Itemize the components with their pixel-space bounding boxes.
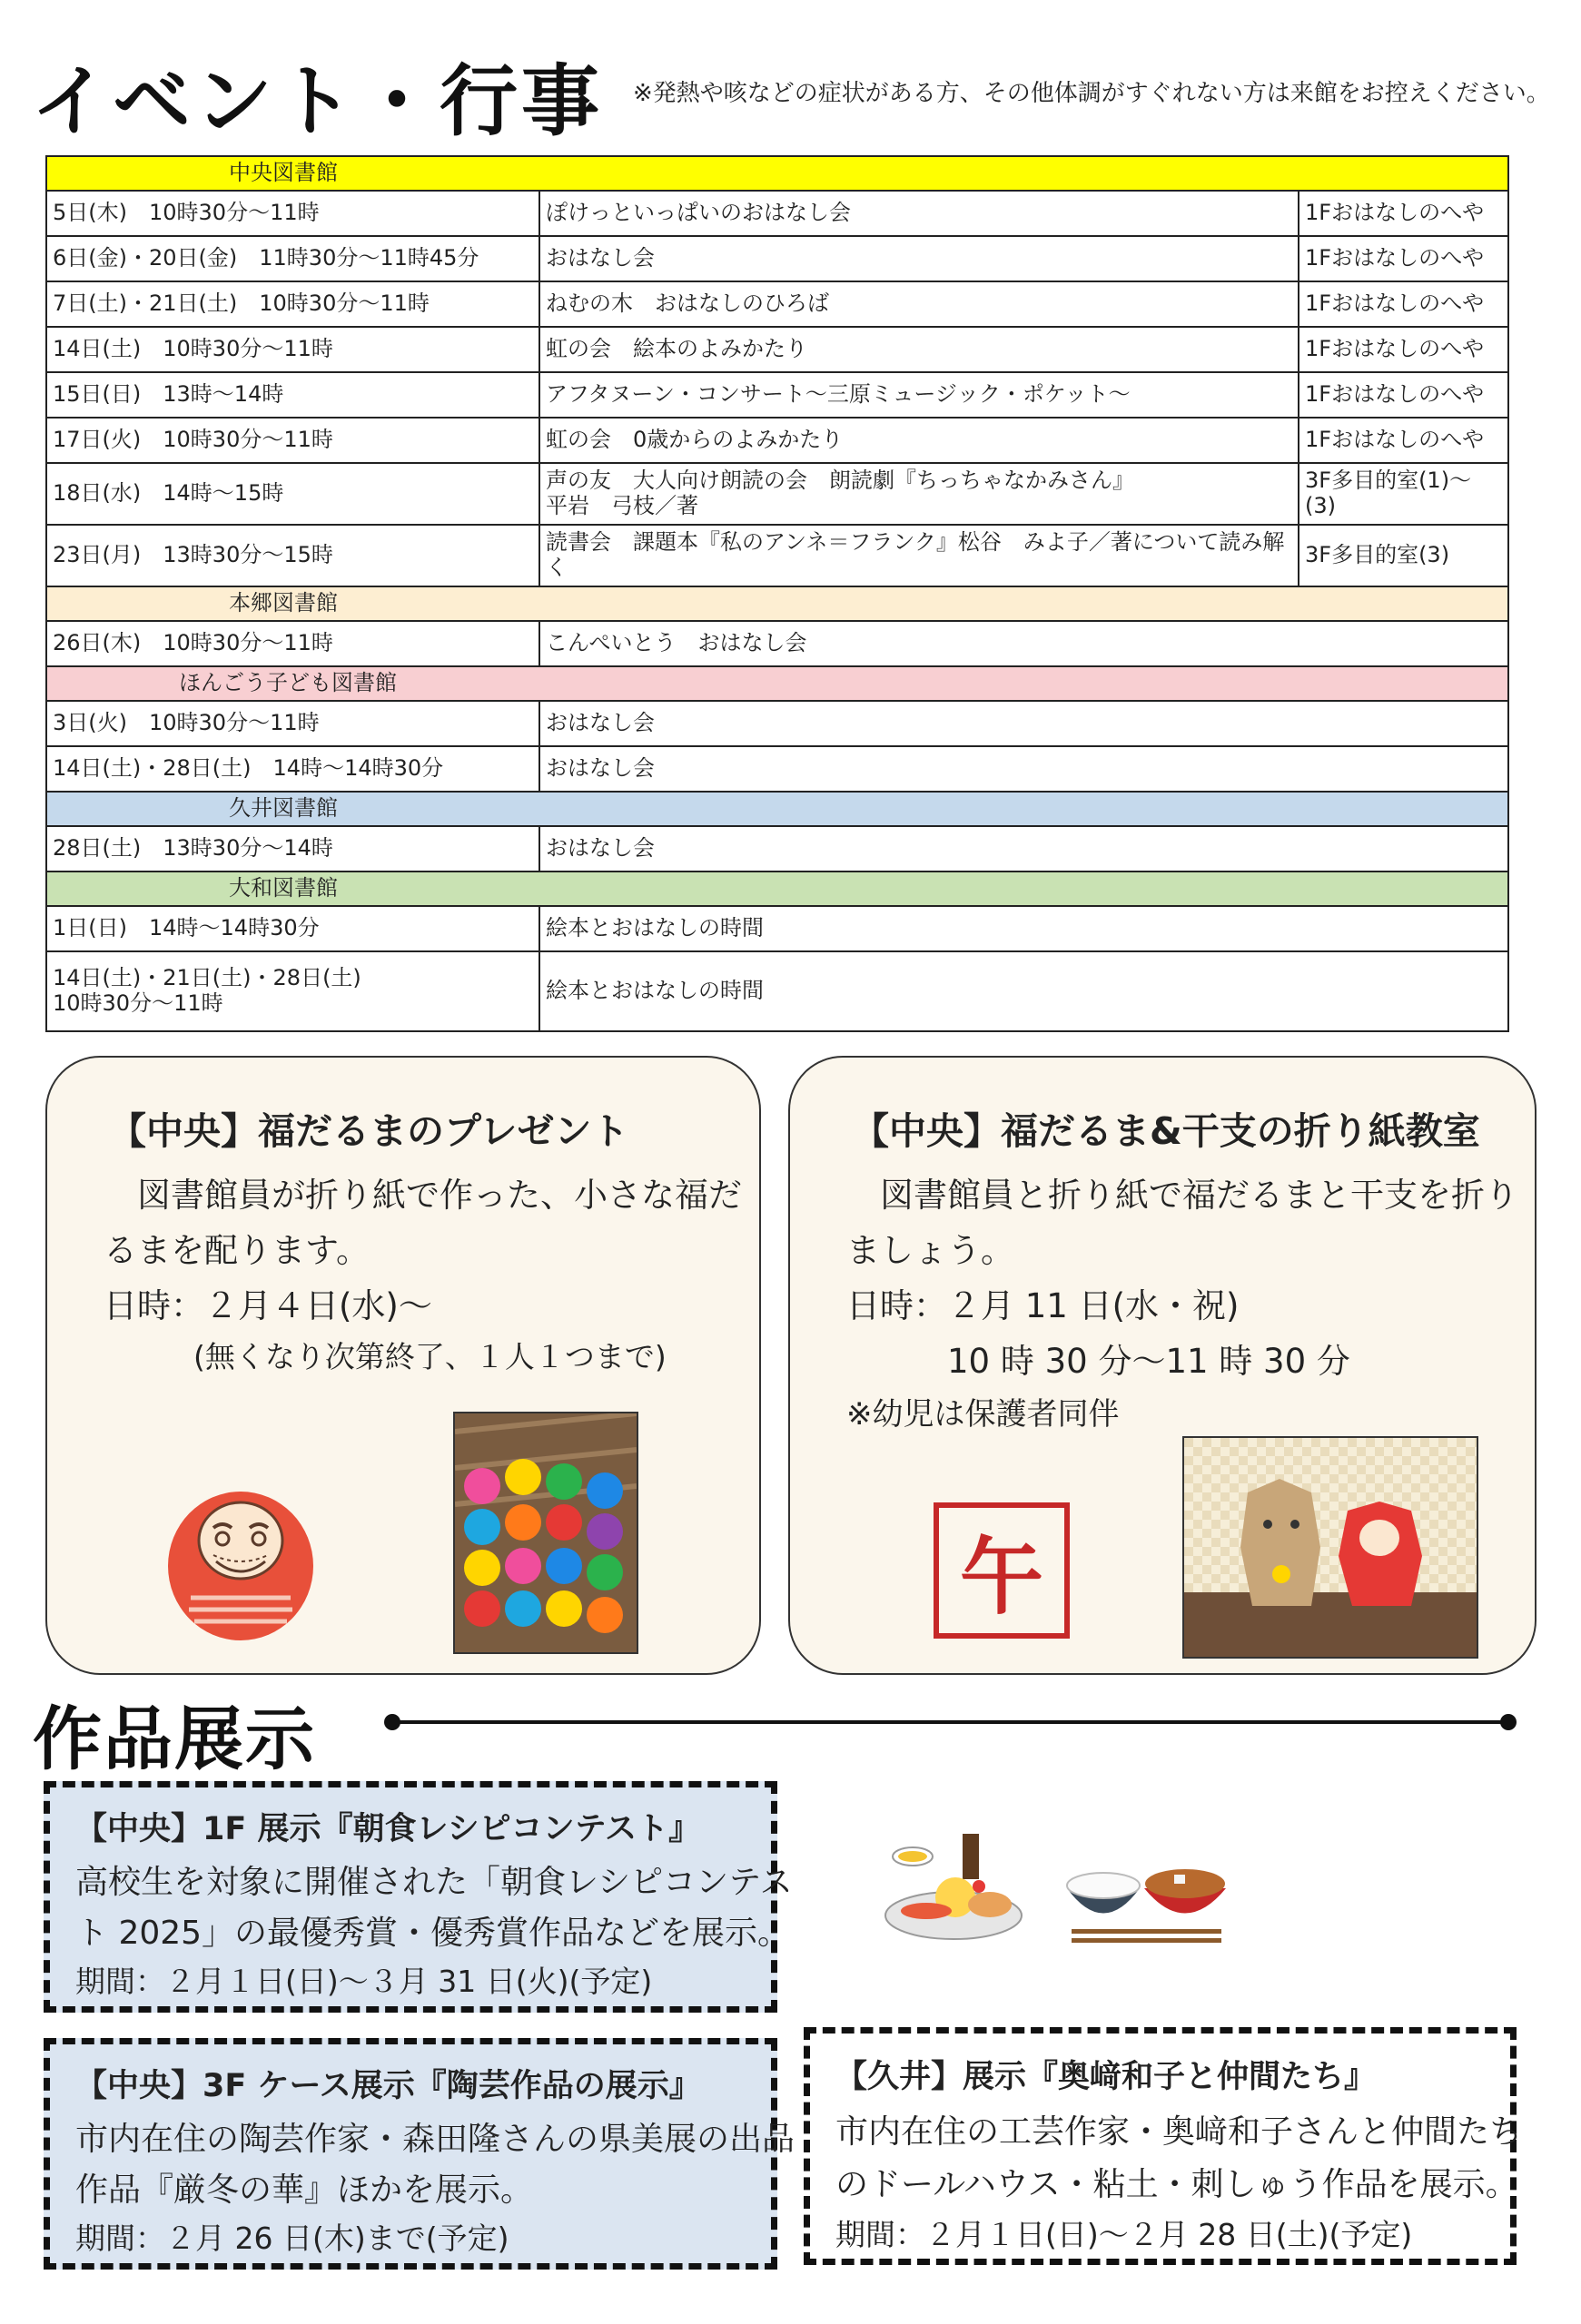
exhibit-period: 期間：２月１日(日)～２月 28 日(土)(予定) [835, 2217, 1413, 2252]
table-row [46, 746, 1508, 792]
event-date: 7日(土)・21日(土) 10時30分～11時 [46, 281, 539, 327]
panel-date: 日時：２月 11 日(水・祝) [846, 1286, 1240, 1325]
event-title: 読書会 課題本『私のアンネ＝フランク』松谷 みよ子／著について読み解 [546, 529, 1285, 556]
event-title: ぽけっといっぱいのおはなし会 [539, 191, 1299, 236]
event-title: 声の友 大人向け朗読の会 朗読劇『ちっちゃなかみさん』 [546, 468, 1134, 494]
health-notice: ※発熱や咳などの症状がある方、その他体調がすぐれない方は来館をお控えください。 [633, 80, 1550, 107]
panel-text: 図書館員が折り紙で作った、小さな福だ [104, 1176, 742, 1215]
panel-title: 【中央】福だるま&干支の折り紙教室 [852, 1109, 1480, 1153]
breakfast-plate-illustration [881, 1816, 1026, 1943]
table-row [46, 621, 1508, 666]
panel-date: 日時：２月４日(水)～ [104, 1286, 432, 1325]
event-date: 14日(土)・21日(土)・28日(土) [53, 965, 361, 991]
event-date: 28日(土) 13時30分～14時 [46, 826, 539, 872]
event-title: 絵本とおはなしの時間 [539, 906, 1508, 951]
event-date: 15日(日) 13時～14時 [46, 372, 539, 418]
event-place: 3F多目的室(1)～(3) [1299, 463, 1508, 525]
event-title: おはなし会 [539, 746, 1508, 792]
event-title: こんぺいとう おはなし会 [539, 621, 1508, 666]
event-date: 14日(土)・28日(土) 14時～14時30分 [46, 746, 539, 792]
table-row [46, 281, 1508, 327]
table-row [46, 906, 1508, 951]
event-date: 1日(日) 14時～14時30分 [46, 906, 539, 951]
panel-note: (無くなり次第終了、１人１つまで) [104, 1339, 667, 1374]
event-place: 1Fおはなしのへや [1299, 327, 1508, 372]
table-row [46, 327, 1508, 372]
library-header-kui [46, 792, 1508, 826]
event-date-line2: 10時30分～11時 [53, 990, 223, 1016]
library-name: 本郷図書館 [46, 586, 1508, 621]
daruma-present-panel [45, 1056, 761, 1675]
panel-time: 10 時 30 分～11 時 30 分 [846, 1342, 1350, 1381]
library-name: 大和図書館 [46, 872, 1508, 906]
library-header-chuo [46, 156, 1508, 191]
event-title: おはなし会 [539, 826, 1508, 872]
library-header-hongo-kids [46, 666, 1508, 701]
page-title: イベント・行事 [31, 56, 603, 147]
event-title: ねむの木 おはなしのひろば [539, 281, 1299, 327]
table-row [46, 701, 1508, 746]
library-header-hongo [46, 586, 1508, 621]
table-row [46, 418, 1508, 463]
table-row [46, 826, 1508, 872]
event-date: 6日(金)・20日(金) 11時30分～11時45分 [46, 236, 539, 281]
event-title: おはなし会 [539, 701, 1508, 746]
exhibit-kui-dollhouse [804, 2027, 1523, 2265]
event-title-line2: く [546, 555, 568, 580]
panel-note: ※幼児は保護者同伴 [846, 1396, 1120, 1433]
event-title: 絵本とおはなしの時間 [539, 951, 1508, 1031]
event-title: 虹の会 絵本のよみかたり [539, 327, 1299, 372]
library-name: ほんごう子ども図書館 [46, 666, 1508, 701]
zodiac-stamp-char: 午 [959, 1529, 1043, 1626]
library-name: 中央図書館 [46, 156, 1508, 191]
event-date: 3日(火) 10時30分～11時 [46, 701, 539, 746]
exhibit-title: 【久井】展示『奥﨑和子と仲間たち』 [835, 2059, 1377, 2095]
table-row [46, 951, 1508, 1031]
event-date-cell [46, 951, 539, 1031]
panel-text: 図書館員と折り紙で福だるまと干支を折り [846, 1176, 1518, 1215]
event-title: 虹の会 0歳からのよみかたり [539, 418, 1299, 463]
exhibit-text: ト 2025」の最優秀賞・優秀賞作品などを展示。 [75, 1915, 791, 1952]
event-date: 17日(火) 10時30分～11時 [46, 418, 539, 463]
panel-text: ましょう。 [846, 1231, 1014, 1270]
exhibit-text: 市内在住の陶芸作家・森田隆さんの県美展の出品 [75, 2121, 795, 2158]
event-date: 18日(水) 14時～15時 [46, 463, 539, 525]
zodiac-stamp-icon [934, 1502, 1070, 1639]
exhibit-text: 高校生を対象に開催された「朝食レシピコンテス [75, 1864, 793, 1901]
origami-class-panel [788, 1056, 1537, 1675]
table-row [46, 236, 1508, 281]
daruma-illustration [163, 1475, 318, 1643]
exhibit-period: 期間：２月１日(日)～３月 31 日(火)(予定) [75, 1964, 653, 1999]
event-date: 26日(木) 10時30分～11時 [46, 621, 539, 666]
event-title-line2: 平岩 弓枝／著 [546, 493, 698, 518]
exhibit-breakfast-recipe [44, 1781, 793, 2013]
event-place: 1Fおはなしのへや [1299, 191, 1508, 236]
exhibits-heading: 作品展示 [33, 1699, 316, 1779]
event-date: 23日(月) 13時30分～15時 [46, 525, 539, 586]
table-row [46, 525, 1508, 586]
event-place: 1Fおはなしのへや [1299, 418, 1508, 463]
origami-daruma-photo [453, 1412, 638, 1654]
event-place: 1Fおはなしのへや [1299, 372, 1508, 418]
event-place: 1Fおはなしのへや [1299, 281, 1508, 327]
exhibit-title: 【中央】1F 展示『朝食レシピコンテスト』 [75, 1811, 701, 1847]
library-name: 久井図書館 [46, 792, 1508, 826]
event-title: おはなし会 [539, 236, 1299, 281]
rule-dot-right [1500, 1714, 1517, 1730]
table-row [46, 463, 1508, 525]
event-schedule-table [45, 155, 1509, 1032]
panel-text: るまを配ります。 [104, 1231, 371, 1270]
exhibit-text: 作品『厳冬の華』ほかを展示。 [75, 2171, 534, 2209]
heading-rule [390, 1720, 1507, 1724]
event-title-cell [539, 525, 1299, 586]
exhibit-pottery [44, 2038, 795, 2270]
library-header-daiwa [46, 872, 1508, 906]
event-date: 5日(木) 10時30分～11時 [46, 191, 539, 236]
event-title: アフタヌーン・コンサート～三原ミュージック・ポケット～ [539, 372, 1299, 418]
table-row [46, 372, 1508, 418]
event-title-cell [539, 463, 1299, 525]
table-row [46, 191, 1508, 236]
japanese-meal-illustration [1058, 1838, 1230, 1952]
exhibit-text: 市内在住の工芸作家・奥﨑和子さんと仲間たち [835, 2113, 1523, 2151]
event-place: 3F多目的室(3) [1299, 525, 1508, 586]
event-place: 1Fおはなしのへや [1299, 236, 1508, 281]
exhibit-title: 【中央】3F ケース展示『陶芸作品の展示』 [75, 2068, 701, 2104]
event-date: 14日(土) 10時30分～11時 [46, 327, 539, 372]
origami-horse-daruma-photo [1182, 1436, 1478, 1659]
exhibit-period: 期間：２月 26 日(木)まで(予定) [75, 2221, 509, 2256]
exhibit-text: のドールハウス・粘土・刺しゅう作品を展示。 [835, 2166, 1518, 2203]
panel-title: 【中央】福だるまのプレゼント [109, 1109, 629, 1153]
